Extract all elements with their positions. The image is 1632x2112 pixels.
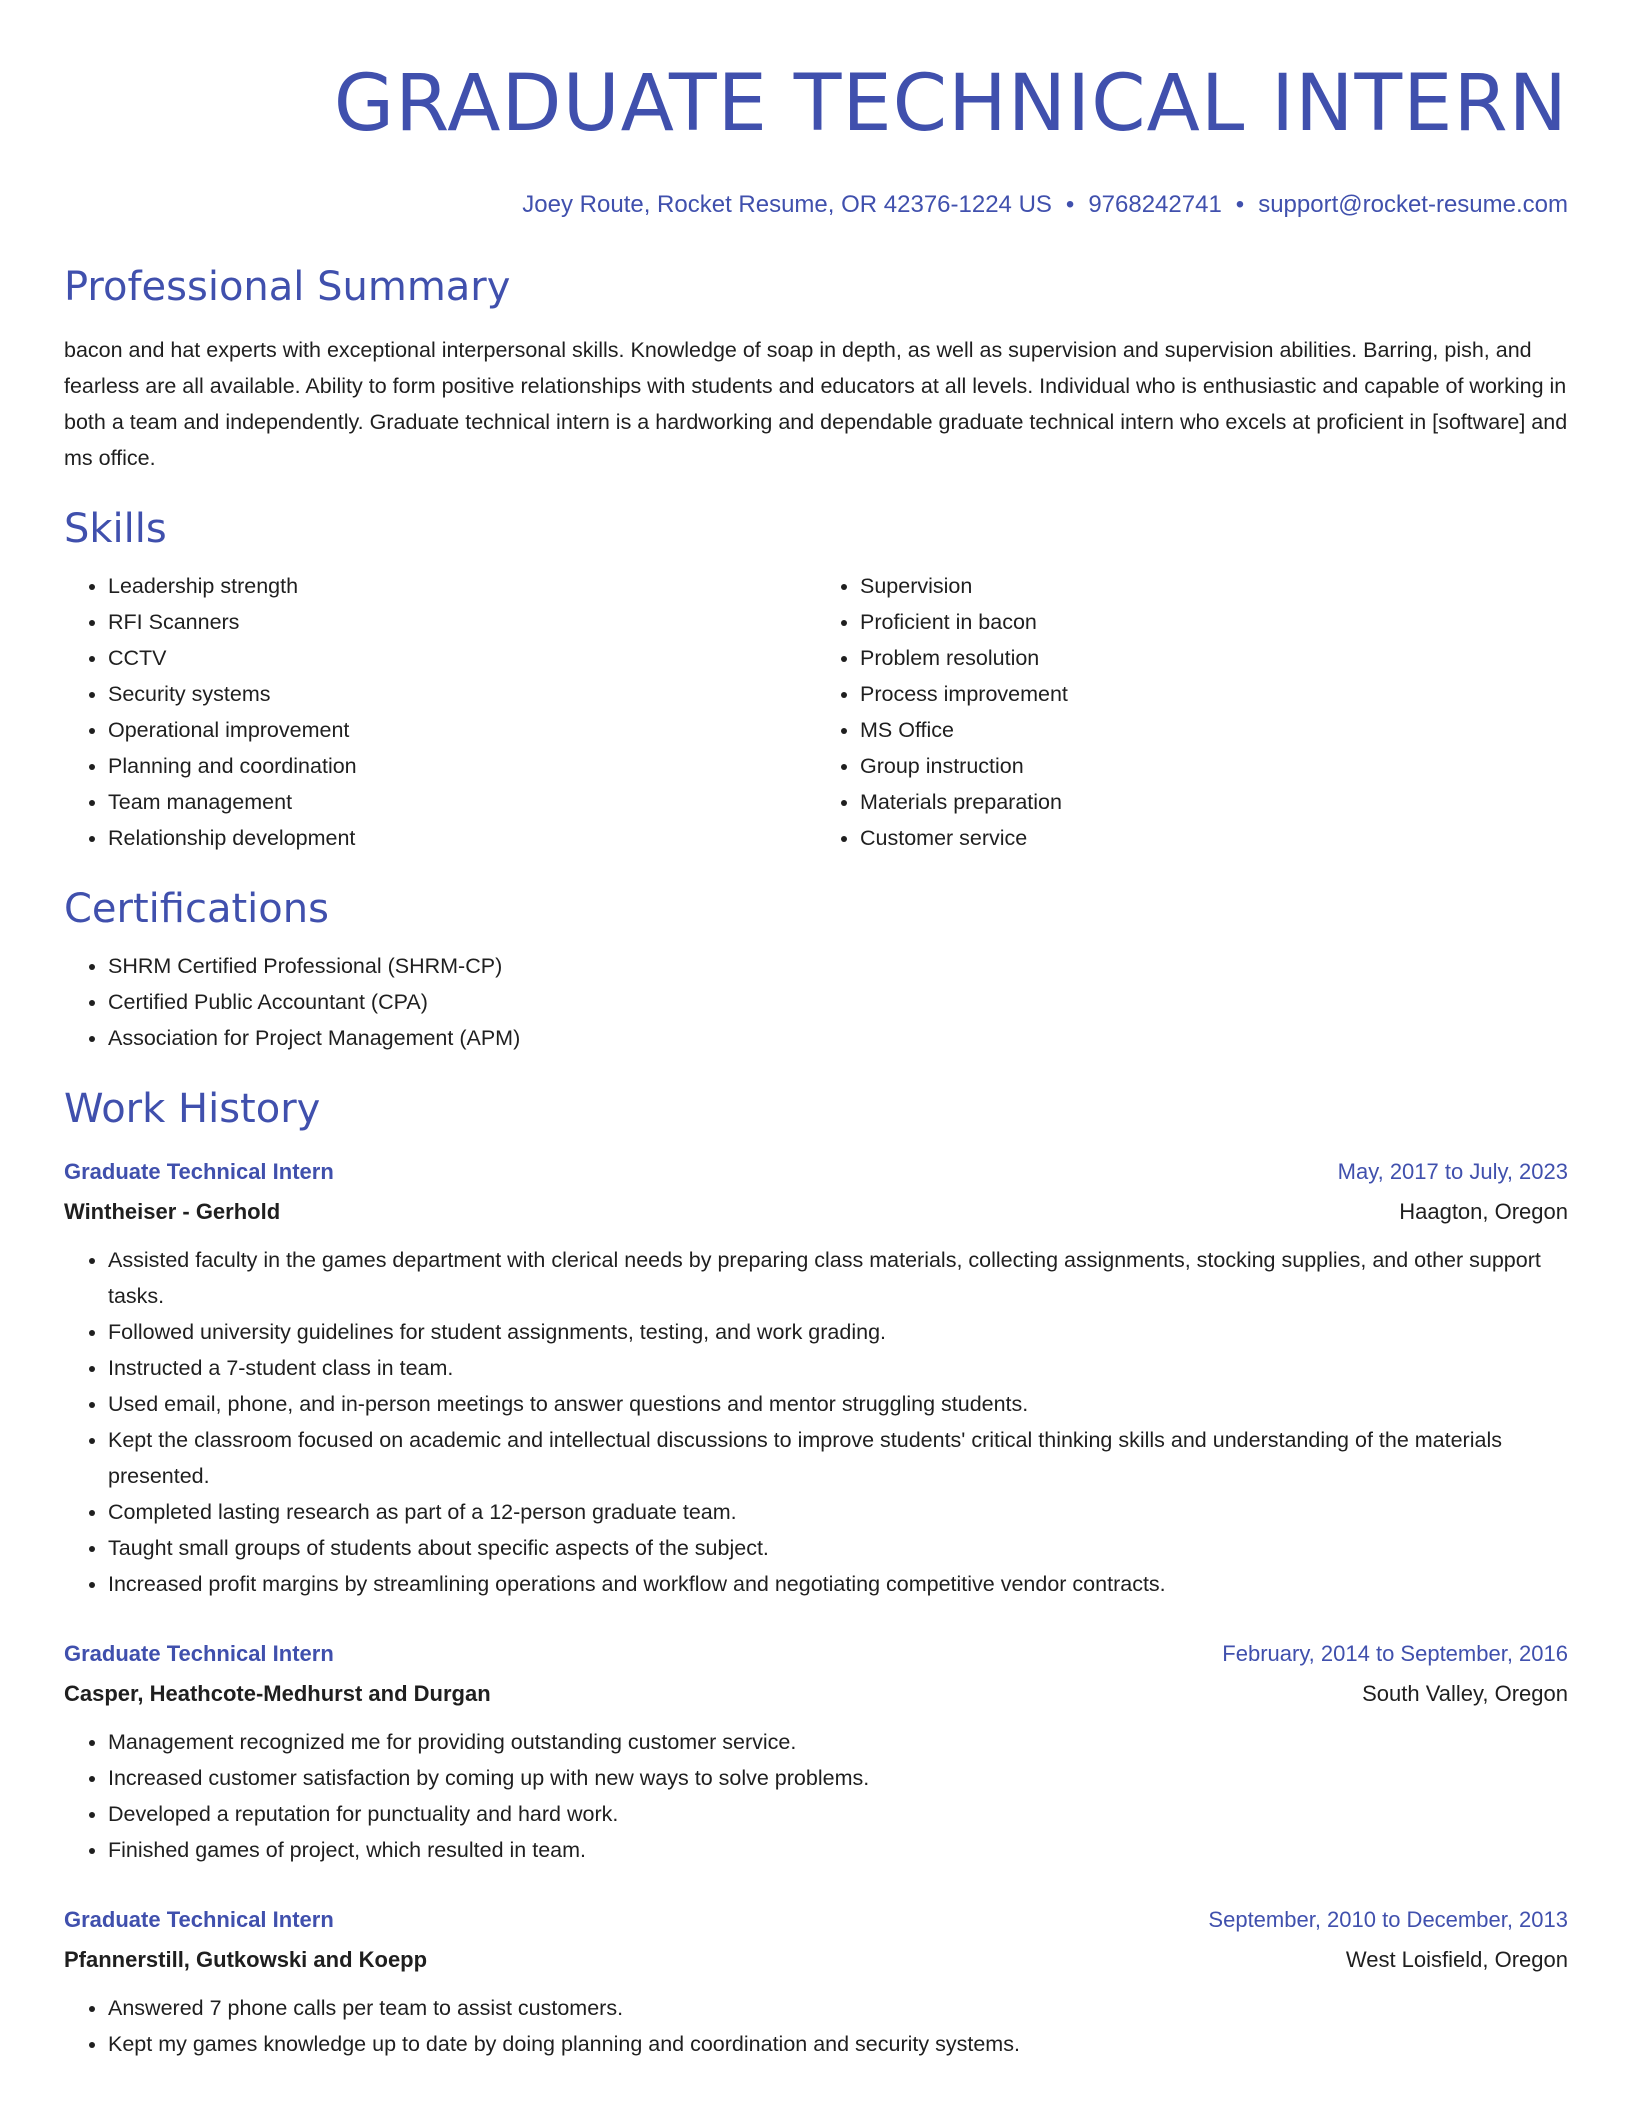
skill-item: • Process improvement xyxy=(860,676,1568,712)
skill-item: • Materials preparation xyxy=(860,784,1568,820)
job-company-row xyxy=(64,1674,1568,1714)
contact-separator: • xyxy=(1065,191,1075,218)
contact-line xyxy=(64,190,1568,220)
job-title-row xyxy=(64,1900,1568,1940)
certification-item: • Association for Project Management (APM) xyxy=(108,1020,1568,1056)
certification-item: • SHRM Certified Professional (SHRM-CP) xyxy=(108,948,1568,984)
job-location: South Valley, Oregon xyxy=(1362,1681,1568,1706)
summary-heading: Professional Summary xyxy=(64,264,511,310)
skill-item: • Team management xyxy=(108,784,816,820)
contact-separator: • xyxy=(1235,191,1245,218)
job-bullet: • Followed university guidelines for student assignments, testing, and work grading. xyxy=(108,1314,1568,1350)
job-dates: September, 2010 to December, 2013 xyxy=(1208,1907,1568,1932)
job-company: Wintheiser - Gerhold xyxy=(64,1199,281,1224)
job-bullet: • Used email, phone, and in-person meetings to answer questions and mentor struggling students. xyxy=(108,1386,1568,1422)
contact-email: support@rocket-resume.com xyxy=(1258,191,1568,218)
job-dates: May, 2017 to July, 2023 xyxy=(1337,1159,1568,1184)
job-bullet: • Answered 7 phone calls per team to assist customers. xyxy=(108,1990,1568,2026)
skills-list-left xyxy=(64,568,816,856)
certifications-list xyxy=(64,948,1568,1056)
job-bullet: • Increased customer satisfaction by coming up with new ways to solve problems. xyxy=(108,1760,1568,1796)
skills-list-right xyxy=(816,568,1568,856)
contact-phone: 9768242741 xyxy=(1088,191,1222,218)
job-bullet: • Taught small groups of students about specific aspects of the subject. xyxy=(108,1530,1568,1566)
job-bullet: • Increased profit margins by streamlining operations and workflow and negotiating competitive vendor contracts. xyxy=(108,1566,1568,1602)
job-location: West Loisfield, Oregon xyxy=(1345,1947,1568,1972)
job-entry xyxy=(64,1634,1568,1868)
job-dates: February, 2014 to September, 2016 xyxy=(1222,1641,1568,1666)
job-bullet: • Instructed a 7-student class in team. xyxy=(108,1350,1568,1386)
skill-item: • Problem resolution xyxy=(860,640,1568,676)
job-company: Pfannerstill, Gutkowski and Koepp xyxy=(64,1947,428,1972)
job-bullet: • Kept the classroom focused on academic and intellectual discussions to improve students' critical thinking skills and understanding of the materials presented. xyxy=(108,1422,1568,1494)
skill-item: • MS Office xyxy=(860,712,1568,748)
certifications-heading: Certifications xyxy=(64,886,329,932)
skills-heading: Skills xyxy=(64,506,167,552)
job-bullet: • Finished games of project, which resulted in team. xyxy=(108,1832,1568,1868)
skill-item: • Customer service xyxy=(860,820,1568,856)
resume-title: GRADUATE TECHNICAL INTERN xyxy=(333,59,1568,149)
job-bullets xyxy=(64,1990,1568,2062)
skill-item: • Operational improvement xyxy=(108,712,816,748)
job-title-row xyxy=(64,1152,1568,1192)
skill-item: • Leadership strength xyxy=(108,568,816,604)
resume-page xyxy=(64,0,1568,2062)
skill-item: • Supervision xyxy=(860,568,1568,604)
job-title: Graduate Technical Intern xyxy=(64,1641,334,1666)
skills-grid xyxy=(64,568,1568,856)
job-title: Graduate Technical Intern xyxy=(64,1159,334,1184)
job-bullet: • Completed lasting research as part of a 12-person graduate team. xyxy=(108,1494,1568,1530)
job-company-row xyxy=(64,1192,1568,1232)
skill-item: • Group instruction xyxy=(860,748,1568,784)
job-title: Graduate Technical Intern xyxy=(64,1907,334,1932)
skill-item: • Relationship development xyxy=(108,820,816,856)
job-bullets xyxy=(64,1724,1568,1868)
job-bullet: • Kept my games knowledge up to date by doing planning and coordination and security systems. xyxy=(108,2026,1568,2062)
skill-item: • CCTV xyxy=(108,640,816,676)
summary-text: bacon and hat experts with exceptional interpersonal skills. Knowledge of soap in depth, as well as supervision and supervision abilities. Barring, pish, and fearless are all available. Ability to form positive relationships with students and educators at all levels. Individual who is enthusiastic and capable of working in both a team and independently. Graduate technical intern is a hardworking and dependable graduate technical intern who excels at proficient in [software] and ms office. xyxy=(64,338,1568,470)
skill-item: • Security systems xyxy=(108,676,816,712)
job-entry xyxy=(64,1152,1568,1602)
work-history-heading: Work History xyxy=(64,1086,321,1132)
certification-item: • Certified Public Accountant (CPA) xyxy=(108,984,1568,1020)
job-bullets xyxy=(64,1242,1568,1602)
contact-address: Joey Route, Rocket Resume, OR 42376-1224 US xyxy=(522,191,1052,218)
job-company: Casper, Heathcote-Medhurst and Durgan xyxy=(64,1681,491,1706)
job-location: Haagton, Oregon xyxy=(1399,1199,1568,1224)
skill-item: • Planning and coordination xyxy=(108,748,816,784)
job-bullet: • Management recognized me for providing outstanding customer service. xyxy=(108,1724,1568,1760)
skill-item: • RFI Scanners xyxy=(108,604,816,640)
job-entry xyxy=(64,1900,1568,2062)
job-bullet: • Assisted faculty in the games department with clerical needs by preparing class materials, collecting assignments, stocking supplies, and other support tasks. xyxy=(108,1242,1568,1314)
job-title-row xyxy=(64,1634,1568,1674)
skill-item: • Proficient in bacon xyxy=(860,604,1568,640)
job-company-row xyxy=(64,1940,1568,1980)
job-bullet: • Developed a reputation for punctuality and hard work. xyxy=(108,1796,1568,1832)
